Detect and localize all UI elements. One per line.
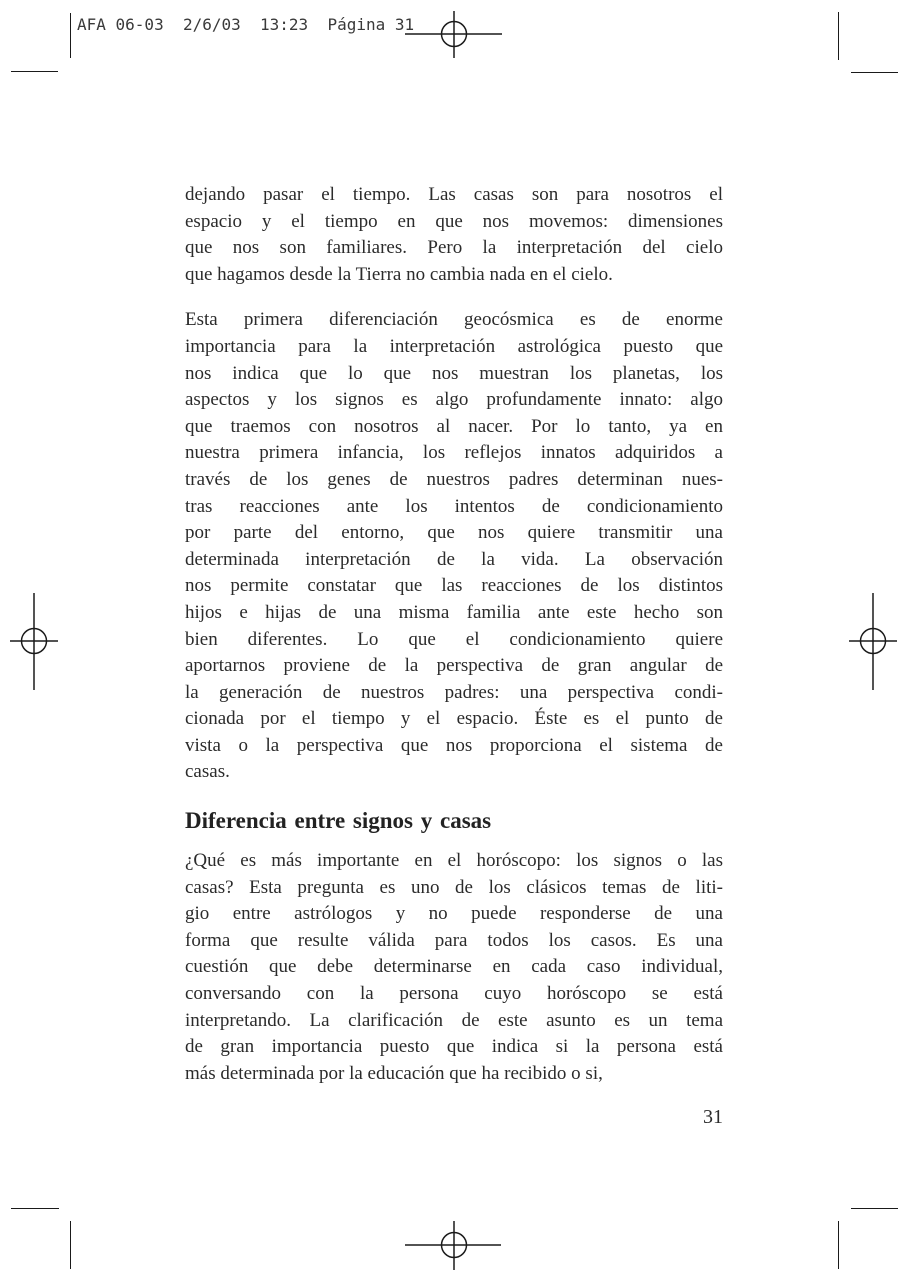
text-line: conversando con la persona cuyo horóscopo se está <box>185 983 723 1005</box>
text-line: cionada por el tiempo y el espacio. Éste es el punto de <box>185 708 723 730</box>
text-line: que traemos con nosotros al nacer. Por lo tanto, ya en <box>185 415 723 437</box>
section-heading: Diferencia entre signos y casas <box>185 808 492 834</box>
printer-slug: AFA 06-03 2/6/03 13:23 Página 31 <box>77 15 415 34</box>
text-line: que nos son familiares. Pero la interpretación del cielo <box>185 237 723 259</box>
text-line: de gran importancia puesto que indica si la persona está <box>185 1036 723 1058</box>
registration-mark-top-icon <box>404 10 504 60</box>
registration-mark-left-icon <box>9 592 59 692</box>
text-line: cuestión que debe determinarse en cada caso individual, <box>185 956 723 978</box>
text-line: hijos e hijas de una misma familia ante este hecho son <box>185 601 723 623</box>
paragraph <box>185 182 723 288</box>
text-line: través de los genes de nuestros padres determinan nues- <box>185 468 723 490</box>
text-line: casas? Esta pregunta es uno de los clásicos temas de liti- <box>185 876 723 898</box>
text-line: nos permite constatar que las reacciones de los distintos <box>185 575 723 597</box>
text-line: forma que resulte válida para todos los casos. Es una <box>185 929 723 951</box>
text-line: que hagamos desde la Tierra no cambia nada en el cielo. <box>185 263 613 285</box>
text-line: aportarnos proviene de la perspectiva de gran angular de <box>185 655 723 677</box>
crop-mark-top-right-vertical <box>838 12 839 60</box>
text-line: determinada interpretación de la vida. La observación <box>185 548 723 570</box>
crop-mark-bottom-left-horizontal <box>11 1208 59 1209</box>
paragraph <box>185 307 723 786</box>
text-line: nos indica que lo que nos muestran los planetas, los <box>185 362 723 384</box>
text-line: importancia para la interpretación astrológica puesto que <box>185 335 723 357</box>
body-text <box>185 182 723 1106</box>
text-line: nuestra primera infancia, los reflejos innatos adquiridos a <box>185 442 723 464</box>
text-line: casas. <box>185 761 230 783</box>
crop-mark-bottom-right-vertical <box>838 1221 839 1269</box>
text-line: aspectos y los signos es algo profundamente innato: algo <box>185 389 723 411</box>
crop-mark-top-left-vertical <box>70 13 71 58</box>
text-line: la generación de nuestros padres: una perspectiva condi- <box>185 681 723 703</box>
crop-mark-bottom-right-horizontal <box>851 1208 898 1209</box>
registration-mark-right-icon <box>848 592 898 692</box>
crop-mark-top-right-horizontal <box>851 72 898 73</box>
text-line: tras reacciones ante los intentos de condicionamiento <box>185 495 723 517</box>
registration-mark-bottom-icon <box>404 1220 504 1272</box>
text-line: ¿Qué es más importante en el horóscopo: los signos o las <box>185 850 723 872</box>
text-line: por parte del entorno, que nos quiere transmitir una <box>185 522 723 544</box>
text-line: vista o la perspectiva que nos proporciona el sistema de <box>185 734 723 756</box>
text-line: espacio y el tiempo en que nos movemos: dimensiones <box>185 210 723 232</box>
text-line: Esta primera diferenciación geocósmica es de enorme <box>185 309 723 331</box>
text-line: más determinada por la educación que ha recibido o si, <box>185 1062 603 1084</box>
text-line: gio entre astrólogos y no puede responderse de una <box>185 903 723 925</box>
paragraph <box>185 848 723 1087</box>
page-number: 31 <box>703 1106 723 1128</box>
text-line: dejando pasar el tiempo. Las casas son para nosotros el <box>185 184 723 205</box>
text-line: bien diferentes. Lo que el condicionamiento quiere <box>185 628 723 650</box>
text-line: interpretando. La clarificación de este asunto es un tema <box>185 1009 723 1031</box>
crop-mark-top-left-horizontal <box>11 71 58 72</box>
crop-mark-bottom-left-vertical <box>70 1221 71 1269</box>
